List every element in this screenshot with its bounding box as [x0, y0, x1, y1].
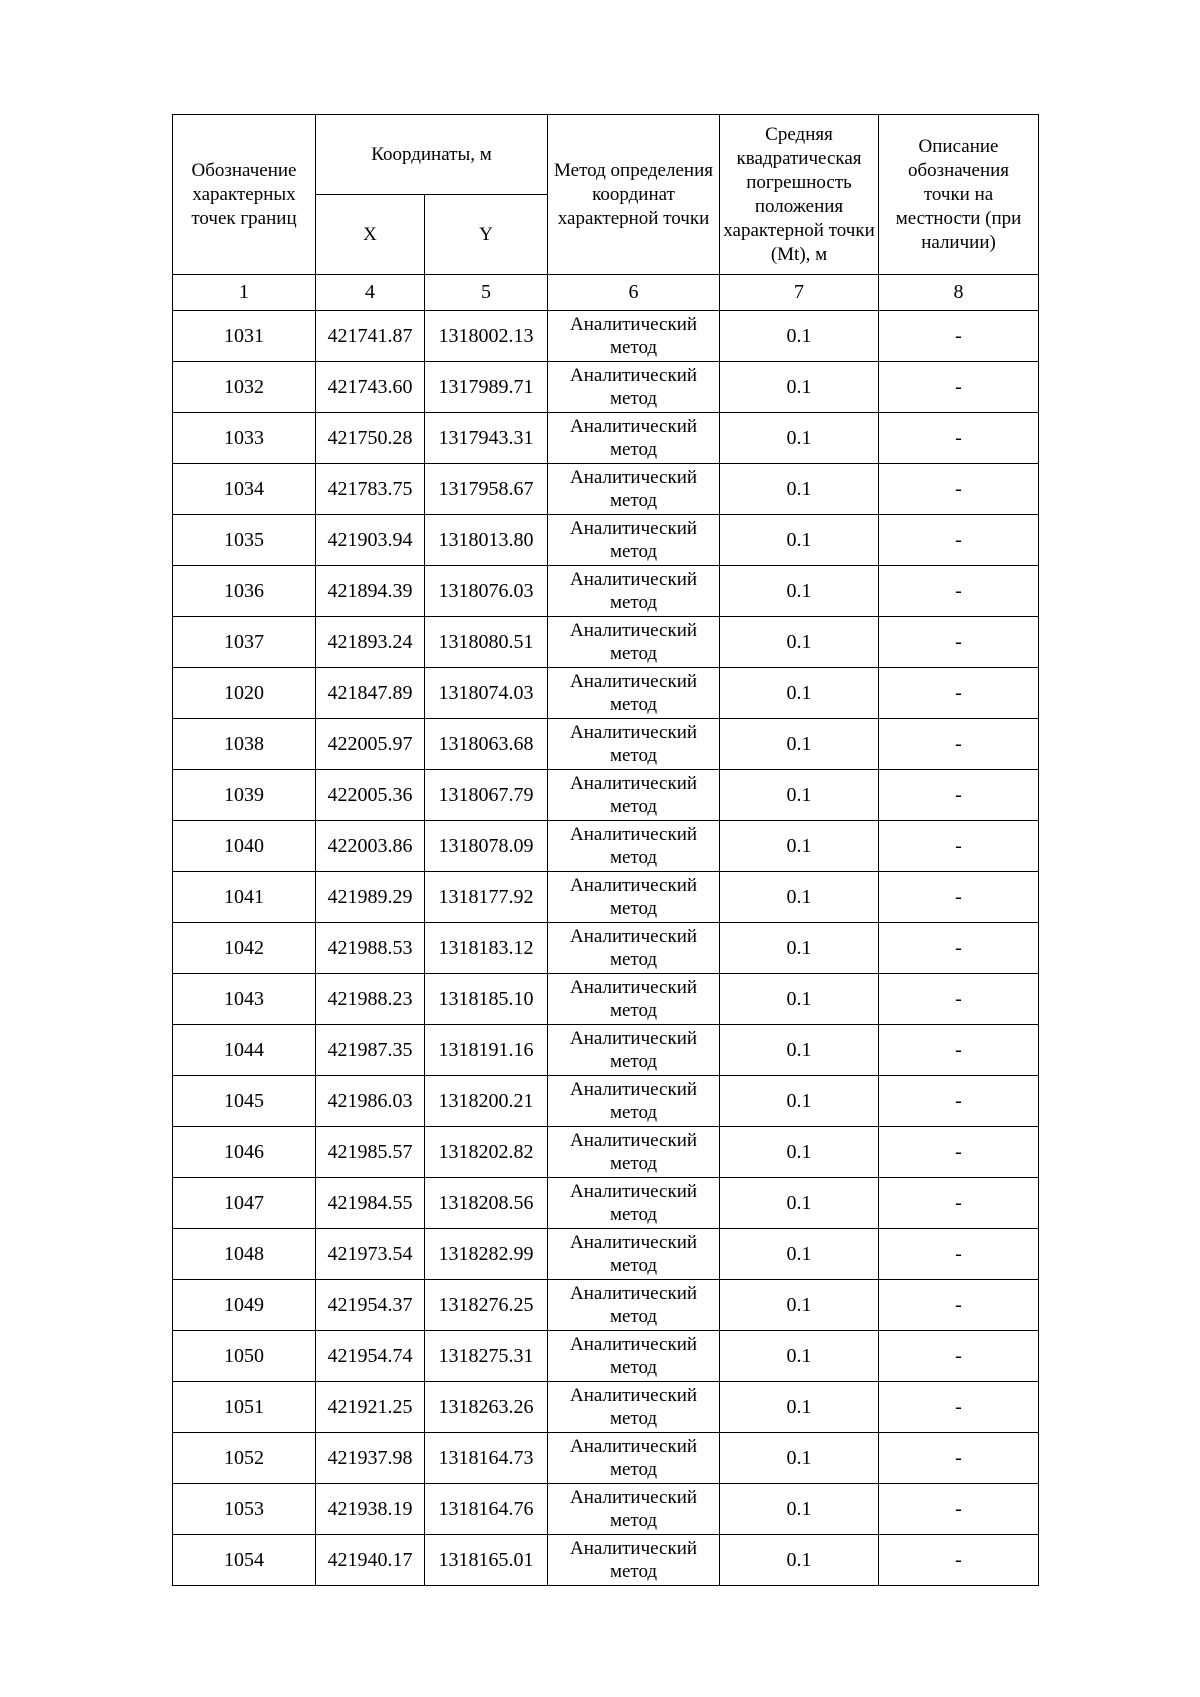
method-line-2: метод: [609, 439, 658, 460]
method-line-2: метод: [609, 388, 658, 409]
description-cell: -: [879, 1331, 1039, 1382]
method-line-1: Аналитический: [569, 875, 698, 896]
y-cell: 1318078.09: [425, 821, 548, 872]
y-cell: 1318164.76: [425, 1484, 548, 1535]
method-line-1: Аналитический: [569, 1130, 698, 1151]
table-row: [173, 1535, 1039, 1586]
description-cell: -: [879, 974, 1039, 1025]
y-cell: 1318208.56: [425, 1178, 548, 1229]
method-cell: [548, 1331, 720, 1382]
method-line-2: метод: [609, 949, 658, 970]
header-description-text: Описание обозначения точки на местности (при наличии): [895, 135, 1022, 253]
method-cell: [548, 1280, 720, 1331]
error-cell: 0.1: [720, 1076, 879, 1127]
x-cell: 421973.54: [316, 1229, 425, 1280]
method-line-2: метод: [609, 1459, 658, 1480]
method-cell: [548, 362, 720, 413]
y-cell: 1318276.25: [425, 1280, 548, 1331]
header-point-designation: [173, 115, 316, 275]
point-cell: 1044: [173, 1025, 316, 1076]
column-number-cell: 4: [316, 275, 425, 311]
error-cell: 0.1: [720, 974, 879, 1025]
method-line-1: Аналитический: [569, 1385, 698, 1406]
error-cell: 0.1: [720, 770, 879, 821]
method-cell: [548, 617, 720, 668]
description-cell: -: [879, 1025, 1039, 1076]
method-cell: [548, 1229, 720, 1280]
table-row: [173, 872, 1039, 923]
header-error-text: Средняя квадратическая погрешность положения характерной точки (Mt), м: [723, 123, 875, 265]
description-cell: -: [879, 515, 1039, 566]
column-number-cell: 1: [173, 275, 316, 311]
method-cell: [548, 311, 720, 362]
table-row: [173, 311, 1039, 362]
method-cell: [548, 1178, 720, 1229]
x-cell: 422005.97: [316, 719, 425, 770]
method-line-2: метод: [609, 1000, 658, 1021]
y-cell: 1318165.01: [425, 1535, 548, 1586]
method-line-2: метод: [609, 643, 658, 664]
table-row: [173, 668, 1039, 719]
header-error: [720, 115, 879, 275]
y-cell: 1318200.21: [425, 1076, 548, 1127]
method-line-1: Аналитический: [569, 416, 698, 437]
method-line-2: метод: [609, 1408, 658, 1429]
error-cell: 0.1: [720, 1229, 879, 1280]
y-cell: 1317989.71: [425, 362, 548, 413]
description-cell: -: [879, 872, 1039, 923]
point-cell: 1050: [173, 1331, 316, 1382]
method-line-1: Аналитический: [569, 1538, 698, 1559]
method-line-2: метод: [609, 1051, 658, 1072]
x-cell: 421783.75: [316, 464, 425, 515]
table-row: [173, 1433, 1039, 1484]
x-cell: 421986.03: [316, 1076, 425, 1127]
header-coordinates: [316, 115, 548, 195]
method-line-1: Аналитический: [569, 773, 698, 794]
header-y-text: Y: [479, 223, 493, 245]
method-line-1: Аналитический: [569, 1436, 698, 1457]
method-line-2: метод: [609, 1306, 658, 1327]
x-cell: 421847.89: [316, 668, 425, 719]
description-cell: -: [879, 1535, 1039, 1586]
method-cell: [548, 566, 720, 617]
point-cell: 1034: [173, 464, 316, 515]
point-cell: 1054: [173, 1535, 316, 1586]
table-row: [173, 1076, 1039, 1127]
method-line-2: метод: [609, 1153, 658, 1174]
error-cell: 0.1: [720, 617, 879, 668]
y-cell: 1318202.82: [425, 1127, 548, 1178]
description-cell: -: [879, 1433, 1039, 1484]
point-cell: 1039: [173, 770, 316, 821]
method-line-1: Аналитический: [569, 1283, 698, 1304]
method-line-2: метод: [609, 592, 658, 613]
table-row: [173, 923, 1039, 974]
method-line-1: Аналитический: [569, 926, 698, 947]
point-cell: 1047: [173, 1178, 316, 1229]
method-cell: [548, 464, 720, 515]
table-row: [173, 1178, 1039, 1229]
y-cell: 1318191.16: [425, 1025, 548, 1076]
point-cell: 1042: [173, 923, 316, 974]
method-line-2: метод: [609, 1102, 658, 1123]
method-line-2: метод: [609, 694, 658, 715]
description-cell: -: [879, 1127, 1039, 1178]
description-cell: -: [879, 1484, 1039, 1535]
y-cell: 1317943.31: [425, 413, 548, 464]
method-line-2: метод: [609, 541, 658, 562]
column-numbers-row: [173, 275, 1039, 311]
point-cell: 1046: [173, 1127, 316, 1178]
error-cell: 0.1: [720, 464, 879, 515]
point-cell: 1033: [173, 413, 316, 464]
x-cell: 421987.35: [316, 1025, 425, 1076]
point-cell: 1049: [173, 1280, 316, 1331]
x-cell: 421893.24: [316, 617, 425, 668]
error-cell: 0.1: [720, 1025, 879, 1076]
description-cell: -: [879, 566, 1039, 617]
description-cell: -: [879, 311, 1039, 362]
x-cell: 421938.19: [316, 1484, 425, 1535]
description-cell: -: [879, 1280, 1039, 1331]
table-row: [173, 1484, 1039, 1535]
error-cell: 0.1: [720, 1178, 879, 1229]
point-cell: 1032: [173, 362, 316, 413]
description-cell: -: [879, 1076, 1039, 1127]
table-row: [173, 1331, 1039, 1382]
point-cell: 1020: [173, 668, 316, 719]
description-cell: -: [879, 413, 1039, 464]
error-cell: 0.1: [720, 821, 879, 872]
description-cell: -: [879, 362, 1039, 413]
method-line-1: Аналитический: [569, 620, 698, 641]
method-line-1: Аналитический: [569, 1079, 698, 1100]
method-cell: [548, 872, 720, 923]
method-line-1: Аналитический: [569, 977, 698, 998]
y-cell: 1318076.03: [425, 566, 548, 617]
method-cell: [548, 1484, 720, 1535]
method-line-1: Аналитический: [569, 1181, 698, 1202]
description-cell: -: [879, 1382, 1039, 1433]
point-cell: 1038: [173, 719, 316, 770]
header-point-designation-text: Обозначение характерных точек границ: [191, 159, 297, 229]
y-cell: 1318185.10: [425, 974, 548, 1025]
description-cell: -: [879, 821, 1039, 872]
point-cell: 1045: [173, 1076, 316, 1127]
method-line-2: метод: [609, 337, 658, 358]
error-cell: 0.1: [720, 1484, 879, 1535]
y-cell: 1318002.13: [425, 311, 548, 362]
method-cell: [548, 515, 720, 566]
x-cell: 421985.57: [316, 1127, 425, 1178]
point-cell: 1041: [173, 872, 316, 923]
error-cell: 0.1: [720, 1382, 879, 1433]
method-cell: [548, 1382, 720, 1433]
description-cell: -: [879, 1178, 1039, 1229]
x-cell: 421989.29: [316, 872, 425, 923]
header-y: [425, 195, 548, 275]
table-row: [173, 617, 1039, 668]
x-cell: 421743.60: [316, 362, 425, 413]
method-cell: [548, 974, 720, 1025]
coordinates-table: [172, 114, 1039, 1586]
error-cell: 0.1: [720, 1127, 879, 1178]
method-line-2: метод: [609, 847, 658, 868]
method-cell: [548, 668, 720, 719]
column-number-cell: 5: [425, 275, 548, 311]
error-cell: 0.1: [720, 311, 879, 362]
point-cell: 1051: [173, 1382, 316, 1433]
error-cell: 0.1: [720, 1535, 879, 1586]
point-cell: 1053: [173, 1484, 316, 1535]
table-row: [173, 1229, 1039, 1280]
method-cell: [548, 923, 720, 974]
point-cell: 1037: [173, 617, 316, 668]
description-cell: -: [879, 1229, 1039, 1280]
method-line-1: Аналитический: [569, 365, 698, 386]
method-line-1: Аналитический: [569, 1232, 698, 1253]
method-cell: [548, 770, 720, 821]
point-cell: 1035: [173, 515, 316, 566]
method-cell: [548, 1535, 720, 1586]
description-cell: -: [879, 617, 1039, 668]
table-row: [173, 1382, 1039, 1433]
method-line-1: Аналитический: [569, 518, 698, 539]
header-method-text: Метод определения координат характерной точки: [554, 159, 713, 229]
y-cell: 1318183.12: [425, 923, 548, 974]
method-cell: [548, 719, 720, 770]
x-cell: 422003.86: [316, 821, 425, 872]
error-cell: 0.1: [720, 566, 879, 617]
y-cell: 1318263.26: [425, 1382, 548, 1433]
method-cell: [548, 1433, 720, 1484]
method-line-1: Аналитический: [569, 1334, 698, 1355]
error-cell: 0.1: [720, 872, 879, 923]
method-line-1: Аналитический: [569, 569, 698, 590]
method-line-2: метод: [609, 1204, 658, 1225]
y-cell: 1317958.67: [425, 464, 548, 515]
column-number-cell: 8: [879, 275, 1039, 311]
table-row: [173, 770, 1039, 821]
table-row: [173, 362, 1039, 413]
x-cell: 421921.25: [316, 1382, 425, 1433]
error-cell: 0.1: [720, 515, 879, 566]
y-cell: 1318074.03: [425, 668, 548, 719]
x-cell: 421903.94: [316, 515, 425, 566]
description-cell: -: [879, 464, 1039, 515]
method-line-2: метод: [609, 1561, 658, 1582]
error-cell: 0.1: [720, 923, 879, 974]
method-line-1: Аналитический: [569, 824, 698, 845]
table-row: [173, 974, 1039, 1025]
error-cell: 0.1: [720, 1280, 879, 1331]
y-cell: 1318080.51: [425, 617, 548, 668]
method-line-2: метод: [609, 745, 658, 766]
method-line-2: метод: [609, 1255, 658, 1276]
y-cell: 1318275.31: [425, 1331, 548, 1382]
method-cell: [548, 821, 720, 872]
method-line-1: Аналитический: [569, 722, 698, 743]
header-method: [548, 115, 720, 275]
x-cell: 421894.39: [316, 566, 425, 617]
table-row: [173, 1280, 1039, 1331]
y-cell: 1318177.92: [425, 872, 548, 923]
header-x: [316, 195, 425, 275]
point-cell: 1052: [173, 1433, 316, 1484]
x-cell: 421940.17: [316, 1535, 425, 1586]
y-cell: 1318282.99: [425, 1229, 548, 1280]
y-cell: 1318067.79: [425, 770, 548, 821]
column-number-cell: 7: [720, 275, 879, 311]
description-cell: -: [879, 719, 1039, 770]
x-cell: 421954.37: [316, 1280, 425, 1331]
point-cell: 1036: [173, 566, 316, 617]
table-row: [173, 464, 1039, 515]
header-description: [879, 115, 1039, 275]
table-row: [173, 515, 1039, 566]
method-line-2: метод: [609, 490, 658, 511]
table-row: [173, 1025, 1039, 1076]
error-cell: 0.1: [720, 1331, 879, 1382]
x-cell: 422005.36: [316, 770, 425, 821]
method-line-1: Аналитический: [569, 671, 698, 692]
error-cell: 0.1: [720, 719, 879, 770]
table-row: [173, 566, 1039, 617]
description-cell: -: [879, 668, 1039, 719]
method-cell: [548, 1127, 720, 1178]
header-coordinates-text: Координаты, м: [371, 143, 492, 165]
method-cell: [548, 413, 720, 464]
x-cell: 421750.28: [316, 413, 425, 464]
x-cell: 421984.55: [316, 1178, 425, 1229]
method-cell: [548, 1025, 720, 1076]
x-cell: 421988.23: [316, 974, 425, 1025]
error-cell: 0.1: [720, 362, 879, 413]
x-cell: 421937.98: [316, 1433, 425, 1484]
x-cell: 421988.53: [316, 923, 425, 974]
description-cell: -: [879, 923, 1039, 974]
method-line-2: метод: [609, 796, 658, 817]
description-cell: -: [879, 770, 1039, 821]
x-cell: 421741.87: [316, 311, 425, 362]
point-cell: 1031: [173, 311, 316, 362]
method-line-1: Аналитический: [569, 1487, 698, 1508]
point-cell: 1048: [173, 1229, 316, 1280]
point-cell: 1040: [173, 821, 316, 872]
error-cell: 0.1: [720, 413, 879, 464]
method-line-2: метод: [609, 1510, 658, 1531]
y-cell: 1318063.68: [425, 719, 548, 770]
method-line-1: Аналитический: [569, 1028, 698, 1049]
error-cell: 0.1: [720, 668, 879, 719]
method-line-2: метод: [609, 898, 658, 919]
method-line-1: Аналитический: [569, 467, 698, 488]
method-line-1: Аналитический: [569, 314, 698, 335]
table-row: [173, 719, 1039, 770]
method-cell: [548, 1076, 720, 1127]
point-cell: 1043: [173, 974, 316, 1025]
column-number-cell: 6: [548, 275, 720, 311]
y-cell: 1318164.73: [425, 1433, 548, 1484]
table-body: [173, 311, 1039, 1586]
table-row: [173, 1127, 1039, 1178]
header-x-text: X: [363, 223, 377, 245]
error-cell: 0.1: [720, 1433, 879, 1484]
table-row: [173, 413, 1039, 464]
y-cell: 1318013.80: [425, 515, 548, 566]
table-row: [173, 821, 1039, 872]
x-cell: 421954.74: [316, 1331, 425, 1382]
method-line-2: метод: [609, 1357, 658, 1378]
